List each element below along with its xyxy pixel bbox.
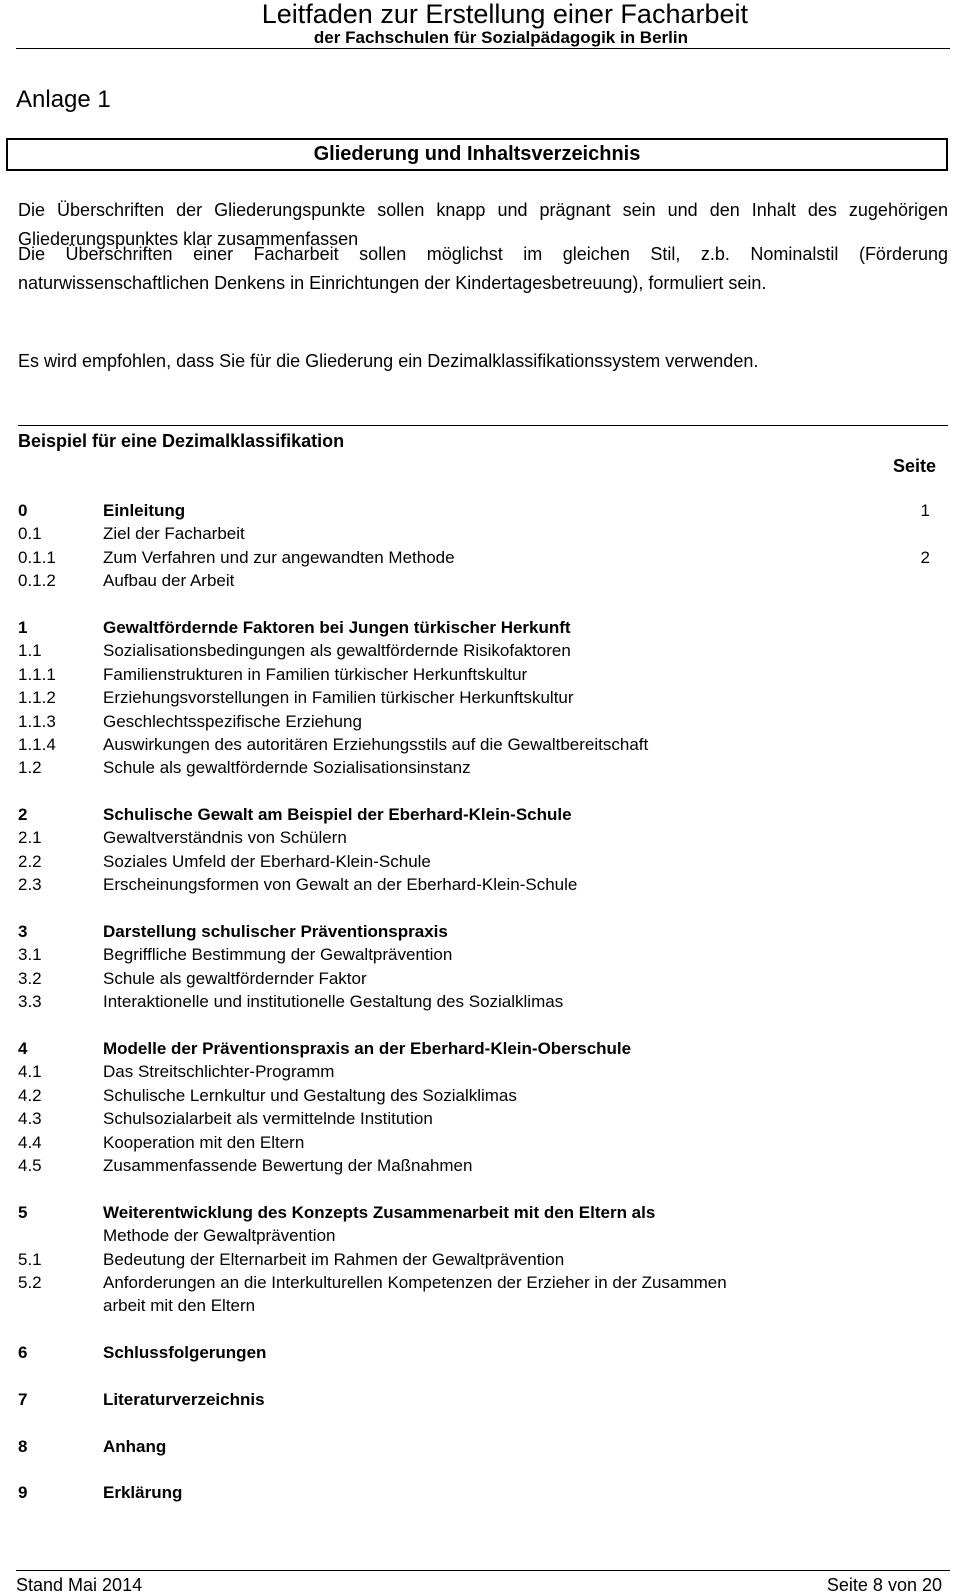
toc-title: Gewaltfördernde Faktoren bei Jungen türkischer Herkunft xyxy=(103,617,571,637)
toc-number: 3.2 xyxy=(18,968,42,988)
toc-number: 4.4 xyxy=(18,1132,42,1152)
toc-number: 4.3 xyxy=(18,1109,42,1129)
toc-title: Schule als gewaltfördernder Faktor xyxy=(103,968,367,988)
toc-row xyxy=(18,803,930,826)
toc-title: Literaturverzeichnis xyxy=(103,1389,265,1409)
toc-row xyxy=(18,1154,930,1177)
toc-number: 1 xyxy=(18,617,28,637)
toc-number: 2.1 xyxy=(18,828,42,848)
toc-number: 1.1.3 xyxy=(18,711,56,731)
paragraph-3: Es wird empfohlen, dass Sie für die Gliederung ein Dezimalklassifikationssystem verwenden. xyxy=(18,351,759,371)
toc-number: 2.2 xyxy=(18,851,42,871)
toc-title: Darstellung schulischer Präventionspraxis xyxy=(103,922,448,942)
toc-title: Geschlechtsspezifische Erziehung xyxy=(103,711,362,731)
toc-title: Interaktionelle und institutionelle Gestaltung des Sozialklimas xyxy=(103,992,564,1012)
toc-number: 1.1.2 xyxy=(18,688,56,708)
toc-number: 0.1.1 xyxy=(18,547,56,567)
toc-title: Methode der Gewaltprävention xyxy=(103,1226,336,1246)
toc-number: 3.1 xyxy=(18,945,42,965)
toc-row xyxy=(18,1388,930,1411)
toc-number: 6 xyxy=(18,1343,28,1363)
toc-title: arbeit mit den Eltern xyxy=(103,1296,256,1316)
toc-number: 0.1.2 xyxy=(18,571,56,591)
toc-title: Anhang xyxy=(103,1436,167,1456)
toc-title: Gewaltverständnis von Schülern xyxy=(103,828,347,848)
document-subtitle: der Fachschulen für Sozialpädagogik in Berlin xyxy=(313,28,688,47)
toc-row xyxy=(18,1060,930,1083)
toc-title: Bedeutung der Elternarbeit im Rahmen der Gewaltprävention xyxy=(103,1249,565,1269)
header-divider xyxy=(16,48,950,49)
example-heading: Beispiel für eine Dezimalklassifikation xyxy=(18,431,345,451)
toc-number: 1.2 xyxy=(18,758,42,778)
toc-number: 2.3 xyxy=(18,875,42,895)
paragraph-1: Die Überschriften der Gliederungspunkte sollen knapp und prägnant sein und den Inhalt des zugehörigen Gliederungspunktes klar zusammenfassen xyxy=(18,200,948,249)
toc-page: 1 xyxy=(920,501,930,520)
toc-row xyxy=(18,1107,930,1130)
toc-title: Aufbau der Arbeit xyxy=(103,571,235,591)
toc-row xyxy=(18,686,930,709)
toc-title: Begriffliche Bestimmung der Gewaltprävention xyxy=(103,945,453,965)
toc-title: Weiterentwicklung des Konzepts Zusammenarbeit mit den Eltern als xyxy=(103,1202,656,1222)
toc-row xyxy=(18,967,930,990)
toc-title: Auswirkungen des autoritären Erziehungsstils auf die Gewaltbereitschaft xyxy=(103,734,649,754)
toc-number: 5 xyxy=(18,1202,28,1222)
toc-title: Schlussfolgerungen xyxy=(103,1343,267,1363)
toc-title: Soziales Umfeld der Eberhard-Klein-Schule xyxy=(103,851,431,871)
toc-number: 4.1 xyxy=(18,1062,42,1082)
toc-number: 1.1.1 xyxy=(18,664,56,684)
toc-row xyxy=(18,873,930,896)
table-of-contents xyxy=(18,499,930,1505)
toc-row xyxy=(18,850,930,873)
toc-row xyxy=(18,920,930,943)
toc-row xyxy=(18,756,930,779)
toc-title: Anforderungen an die Interkulturellen Kompetenzen der Erzieher in der Zusammen xyxy=(103,1272,727,1292)
toc-title: Erziehungsvorstellungen in Familien türkischer Herkunftskultur xyxy=(103,688,574,708)
toc-number: 3.3 xyxy=(18,992,42,1012)
toc-number: 7 xyxy=(18,1389,28,1409)
toc-title: Zum Verfahren und zur angewandten Methode xyxy=(103,547,455,567)
section-label: Anlage 1 xyxy=(16,86,111,113)
toc-row xyxy=(18,1037,930,1060)
toc-title: Ziel der Facharbeit xyxy=(103,524,245,544)
toc-number: 0.1 xyxy=(18,524,42,544)
footer-date: Stand Mai 2014 xyxy=(16,1575,143,1595)
toc-row xyxy=(18,1341,930,1364)
toc-number: 2 xyxy=(18,805,28,825)
page-column-label: Seite xyxy=(892,456,936,476)
toc-number: 4.2 xyxy=(18,1085,42,1105)
toc-row xyxy=(18,733,930,756)
toc-row xyxy=(18,1435,930,1458)
toc-number: 0 xyxy=(18,501,28,520)
toc-number: 5.1 xyxy=(18,1249,42,1269)
toc-title: Schulische Lernkultur und Gestaltung des Sozialklimas xyxy=(103,1085,517,1105)
toc-row xyxy=(18,1481,930,1504)
toc-number: 4 xyxy=(18,1038,28,1058)
toc-title: Sozialisationsbedingungen als gewaltfördernde Risikofaktoren xyxy=(103,641,571,661)
toc-title: Einleitung xyxy=(103,501,186,520)
toc-title: Modelle der Präventionspraxis an der Eberhard-Klein-Oberschule xyxy=(103,1038,632,1058)
toc-title: Erscheinungsformen von Gewalt an der Eberhard-Klein-Schule xyxy=(103,875,578,895)
toc-row xyxy=(18,639,930,662)
toc-title: Erklärung xyxy=(103,1483,183,1503)
toc-title: Das Streitschlichter-Programm xyxy=(103,1062,335,1082)
footer-page-number: Seite 8 von 20 xyxy=(826,1575,942,1595)
toc-row xyxy=(18,990,930,1013)
footer-divider xyxy=(16,1570,950,1571)
toc-row xyxy=(18,663,930,686)
toc-row xyxy=(18,1271,930,1294)
paragraph-2: Die Überschriften einer Facharbeit sollen möglichst im gleichen Stil, z.b. Nominalstil (Förderung naturwissenschaftlichen Denkens in Einrichtungen der Kindertagesbetreuung), formuliert sein. xyxy=(18,244,948,293)
toc-row xyxy=(18,499,930,522)
toc-number: 8 xyxy=(18,1436,28,1456)
toc-row xyxy=(18,522,930,545)
toc-row xyxy=(18,826,930,849)
toc-row xyxy=(18,616,930,639)
toc-row xyxy=(18,1224,930,1247)
toc-title: Kooperation mit den Eltern xyxy=(103,1132,305,1152)
toc-title: Schulsozialarbeit als vermittelnde Institution xyxy=(103,1109,433,1129)
toc-number: 5.2 xyxy=(18,1272,42,1292)
toc-row xyxy=(18,1294,930,1317)
toc-number: 1.1 xyxy=(18,641,42,661)
toc-row xyxy=(18,546,930,569)
document-title: Leitfaden zur Erstellung einer Facharbeit xyxy=(261,0,748,29)
toc-row xyxy=(18,710,930,733)
toc-number: 3 xyxy=(18,922,28,942)
toc-row xyxy=(18,1248,930,1271)
toc-row xyxy=(18,1201,930,1224)
toc-number: 1.1.4 xyxy=(18,734,56,754)
boxed-heading: Gliederung und Inhaltsverzeichnis xyxy=(6,138,948,171)
toc-row xyxy=(18,569,930,592)
toc-number: 4.5 xyxy=(18,1155,42,1175)
toc-title: Schule als gewaltfördernde Sozialisationsinstanz xyxy=(103,758,471,778)
toc-row xyxy=(18,1084,930,1107)
toc-title: Familienstrukturen in Familien türkischer Herkunftskultur xyxy=(103,664,528,684)
toc-title: Zusammenfassende Bewertung der Maßnahmen xyxy=(103,1155,473,1175)
example-divider xyxy=(18,425,948,426)
toc-number: 9 xyxy=(18,1483,28,1503)
toc-title: Schulische Gewalt am Beispiel der Eberhard-Klein-Schule xyxy=(103,805,572,825)
toc-page: 2 xyxy=(920,547,930,567)
toc-row xyxy=(18,1131,930,1154)
toc-row xyxy=(18,943,930,966)
